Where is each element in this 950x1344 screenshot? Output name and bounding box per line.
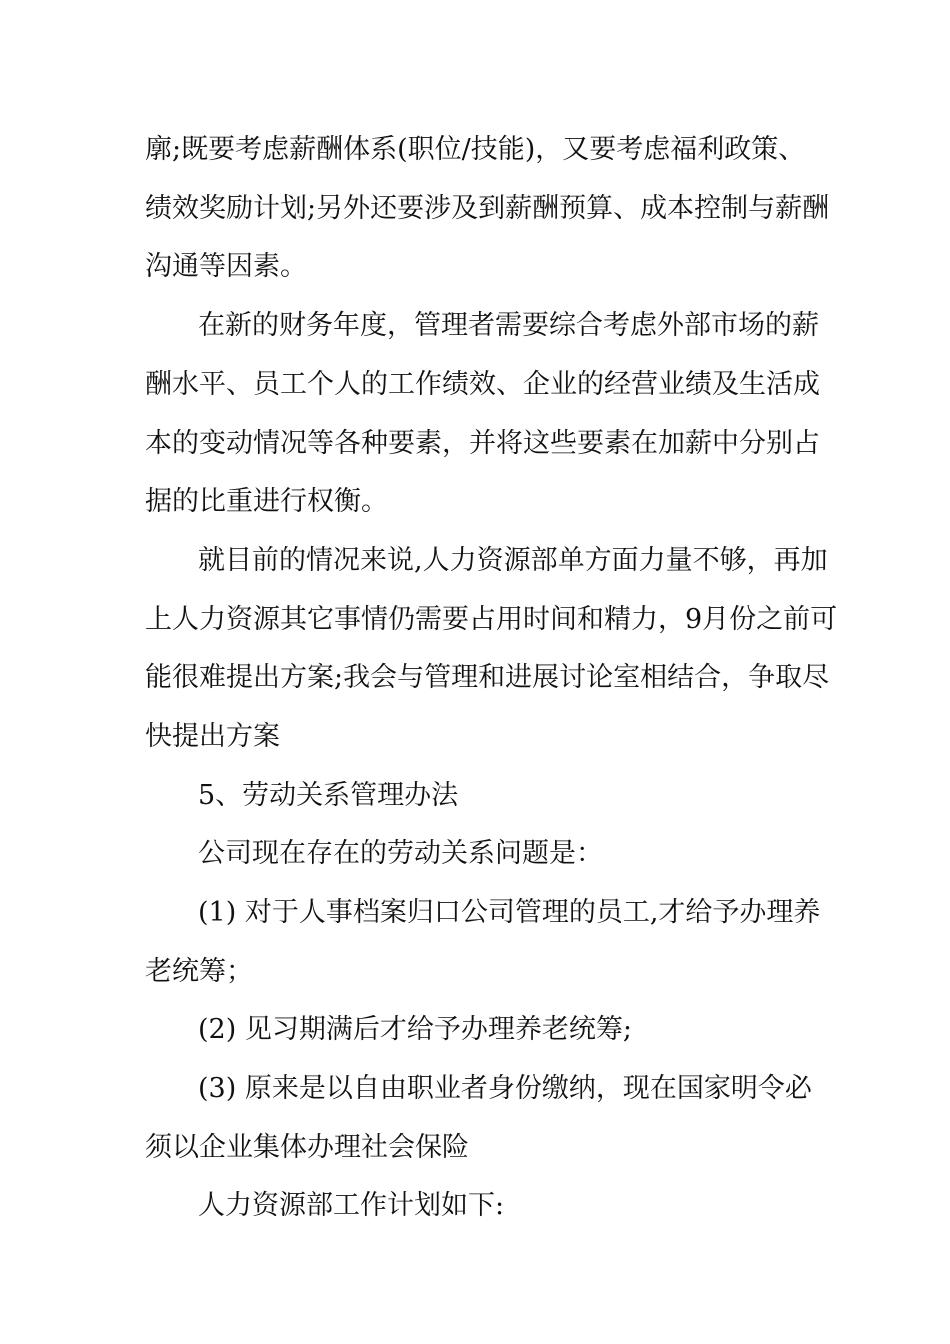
text-line: 快提出方案 [145,721,280,752]
text-line: 能很难提出方案;我会与管理和进展讨论室相结合，争取尽 [145,662,830,693]
text-line: 酬水平、员工个人的工作绩效、企业的经营业绩及生活成 [145,369,820,400]
text-line: 绩效奖励计划;另外还要涉及到薪酬预算、成本控制与薪酬 [145,193,830,224]
text-line: 老统筹； [145,956,253,987]
list-item-line: (2) 见习期满后才给予办理养老统筹; [198,1014,632,1045]
text-line: 本的变动情况等各种要素，并将这些要素在加薪中分别占 [145,428,820,459]
paragraph-start-line: 公司现在存在的劳动关系问题是： [198,838,603,869]
text-line: 据的比重进行权衡。 [145,486,388,517]
text-line: 上人力资源其它事情仍需要占用时间和精力，9月份之前可 [145,604,838,635]
text-line: 廓;既要考虑薪酬体系(职位/技能)，又要考虑福利政策、 [145,134,806,165]
list-item-line: (1) 对于人事档案归口公司管理的员工,才给予办理养 [198,897,821,928]
text-line: 沟通等因素。 [145,251,307,282]
section-heading: 5、劳动关系管理办法 [198,780,459,811]
paragraph-start-line: 人力资源部工作计划如下: [198,1190,505,1221]
text-line: 须以企业集体办理社会保险 [145,1132,469,1163]
paragraph-start-line: 在新的财务年度，管理者需要综合考虑外部市场的薪 [198,310,819,341]
paragraph-start-line: 就目前的情况来说,人力资源部单方面力量不够，再加 [198,545,828,576]
list-item-line: (3) 原来是以自由职业者身份缴纳，现在国家明令必 [198,1073,812,1104]
